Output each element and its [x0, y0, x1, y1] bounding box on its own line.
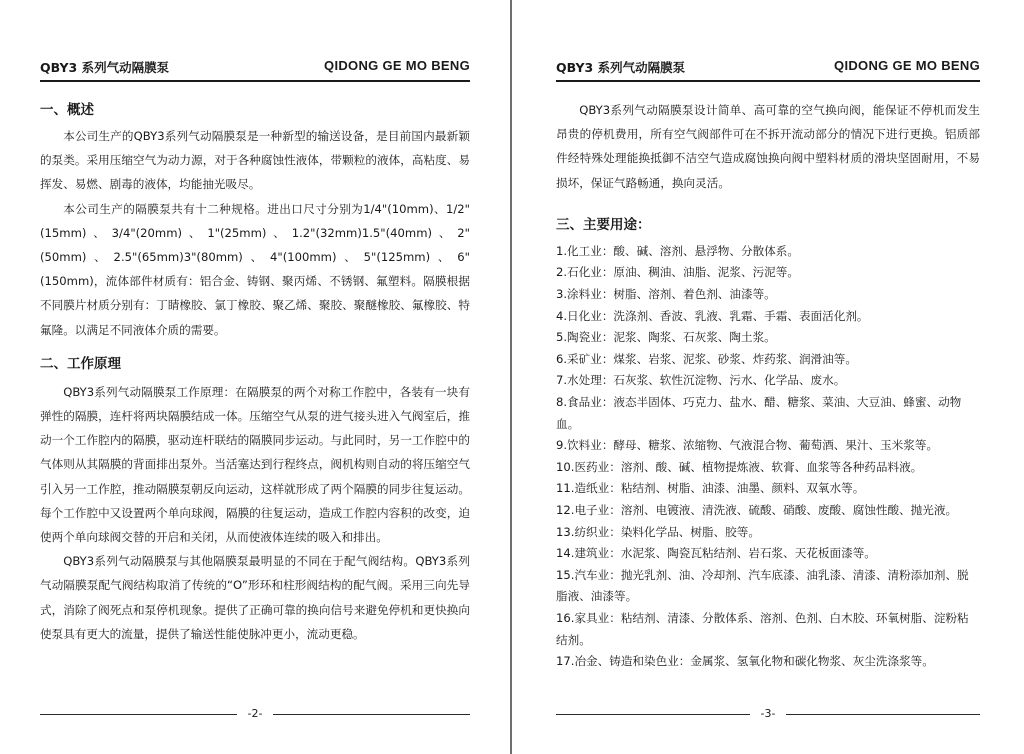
header-title: QBY3 系列气动隔膜泵: [40, 60, 170, 75]
list-item: 4.日化业：洗涤剂、香波、乳液、乳霜、手霜、表面活化剂。: [556, 308, 869, 323]
list-item: 6.采矿业：煤浆、岩浆、泥浆、砂浆、炸药浆、润滑油等。: [556, 351, 857, 366]
page-number: -2-: [247, 707, 263, 720]
list-item: 13.纺织业：染料化学品、树脂、胶等。: [556, 524, 760, 539]
principle-paragraph-2: QBY3系列气动隔膜泵与其他隔膜泵最明显的不同在于配气阀结构。QBY3系列气动隔膜泵配气阀结构取消了传统的“O”形环和柱形阀结构的配气阀。采用三向先导式，消除了阀死点和泵停机现象。提供了正确可靠的换向信号来避免停机和更快换向使泵具有更大的流量，提供了输送性能使脉冲更小，流动更稳。: [40, 554, 470, 641]
list-item: 9.饮料业：酵母、糖浆、浓缩物、气液混合物、葡萄酒、果汁、玉米浆等。: [556, 438, 939, 453]
uses-list: [556, 241, 980, 673]
list-item: 8.食品业：液态半固体、巧克力、盐水、醋、糖浆、菜油、大豆油、蜂蜜、动物血。: [556, 394, 962, 431]
section-title-uses: 三、主要用途：: [556, 216, 651, 233]
list-item: 12.电子业：溶剂、电镀液、清洗液、硫酸、硝酸、废酸、腐蚀性酸、抛光液。: [556, 502, 958, 517]
list-item: 15.汽车业：抛光乳剂、油、冷却剂、汽车底漆、油乳漆、清漆、清粉添加剂、脱脂液、油漆等。: [556, 567, 969, 604]
footer-rule-left: [40, 714, 237, 715]
page-header: [556, 58, 980, 80]
page-footer: [556, 706, 980, 722]
list-item: 14.建筑业：水泥浆、陶瓷瓦粘结剂、岩石浆、天花板面漆等。: [556, 546, 876, 561]
page-content: [556, 98, 980, 673]
overview-paragraph-2: 本公司生产的隔膜泵共有十二种规格。进出口尺寸分别为1/4"(10mm)、1/2"(15mm)、3/4"(20mm)、1"(25mm)、1.2"(32mm)1.5"(40mm)、2"(50mm)、2.5"(65mm)3"(80mm)、4"(100mm)、5"(125mm)、6"(150mm)，流体部件材质有：铝合金、铸钢、聚丙烯、不锈钢、氟塑料。隔膜根据不同膜片材质分别有：丁睛橡胶、氯丁橡胶、聚乙烯、聚胶、聚醚橡胶、氟橡胶、特氟隆。以满足不同液体介质的需要。: [40, 201, 470, 337]
list-item: 7.水处理：石灰浆、软性沉淀物、污水、化学品、废水。: [556, 373, 846, 388]
page-content: [40, 98, 470, 646]
principle-paragraph-1: QBY3系列气动隔膜泵工作原理：在隔膜泵的两个对称工作腔中，各装有一块有弹性的隔膜，连杆将两块隔膜结成一体。压缩空气从泵的进气接头进入气阀室后，推动一个工作腔内的隔膜，驱动连杆联结的隔膜同步运动。与此同时，另一工作腔中的气体则从其隔膜的背面排出泵外。当活塞达到行程终点，阀机构则自动的将压缩空气引入另一工作腔，推动隔膜泵朝反向运动，这样就形成了两个隔膜的同步往复运动。每个工作腔中又设置两个单向球阀，隔膜的往复运动，造成工作腔内容积的改变，迫使两个单向球阀交替的开启和关闭，从而使液体连续的吸入和排出。: [40, 384, 470, 545]
header-title: QBY3 系列气动隔膜泵: [556, 60, 686, 75]
list-item: 10.医药业：溶剂、酸、碱、植物提炼液、软膏、血浆等各种药品料液。: [556, 459, 923, 474]
list-item: 2.石化业：原油、稠油、油脂、泥浆、污泥等。: [556, 265, 799, 280]
header-brand: QIDONG GE MO BENG: [324, 58, 470, 73]
overview-paragraph-1: 本公司生产的QBY3系列气动隔膜泵是一种新型的输送设备，是目前国内最新颖的泵类。采用压缩空气为动力源，对于各种腐蚀性液体，带颗粒的液体，高粘度、易挥发、易燃、剧毒的液体，均能抽光吸尽。: [40, 129, 470, 192]
header-rule: [40, 80, 470, 82]
header-brand: QIDONG GE MO BENG: [834, 58, 980, 73]
list-item: 16.家具业：粘结剂、清漆、分散体系、溶剂、色剂、白木胶、环氧树脂、淀粉粘结剂。: [556, 610, 969, 647]
footer-rule-left: [556, 714, 750, 715]
right-page: [512, 0, 1024, 754]
list-item: 5.陶瓷业：泥浆、陶浆、石灰浆、陶土浆。: [556, 330, 776, 345]
footer-rule-right: [786, 714, 980, 715]
page-header: [40, 58, 470, 80]
page-number: -3-: [760, 707, 776, 720]
list-item: 11.造纸业：粘结剂、树脂、油漆、油墨、颜料、双氧水等。: [556, 481, 865, 496]
list-item: 1.化工业：酸、碱、溶剂、悬浮物、分散体系。: [556, 243, 799, 258]
footer-rule-right: [273, 714, 470, 715]
list-item: 3.涂料业：树脂、溶剂、着色剂、油漆等。: [556, 287, 776, 301]
intro-paragraph: QBY3系列气动隔膜泵设计简单、高可靠的空气换向阀，能保证不停机而发生昂贵的停机费用，所有空气阀部件可在不拆开流动部分的情况下进行更换。铝质部件经特殊处理能换抵御不洁空气造成腐蚀换向阀中塑料材质的滑块坚固耐用，不易损坏，保证气路畅通，换向灵活。: [556, 103, 980, 190]
list-item: 17.冶金、铸造和染色业：金属浆、氢氧化物和碳化物浆、灰尘洗涤浆等。: [556, 654, 934, 669]
section-title-overview: 一、概述: [40, 102, 94, 118]
section-title-principle: 二、工作原理: [40, 355, 121, 372]
header-rule: [556, 80, 980, 82]
page-footer: [40, 706, 470, 722]
left-page: [0, 0, 510, 754]
